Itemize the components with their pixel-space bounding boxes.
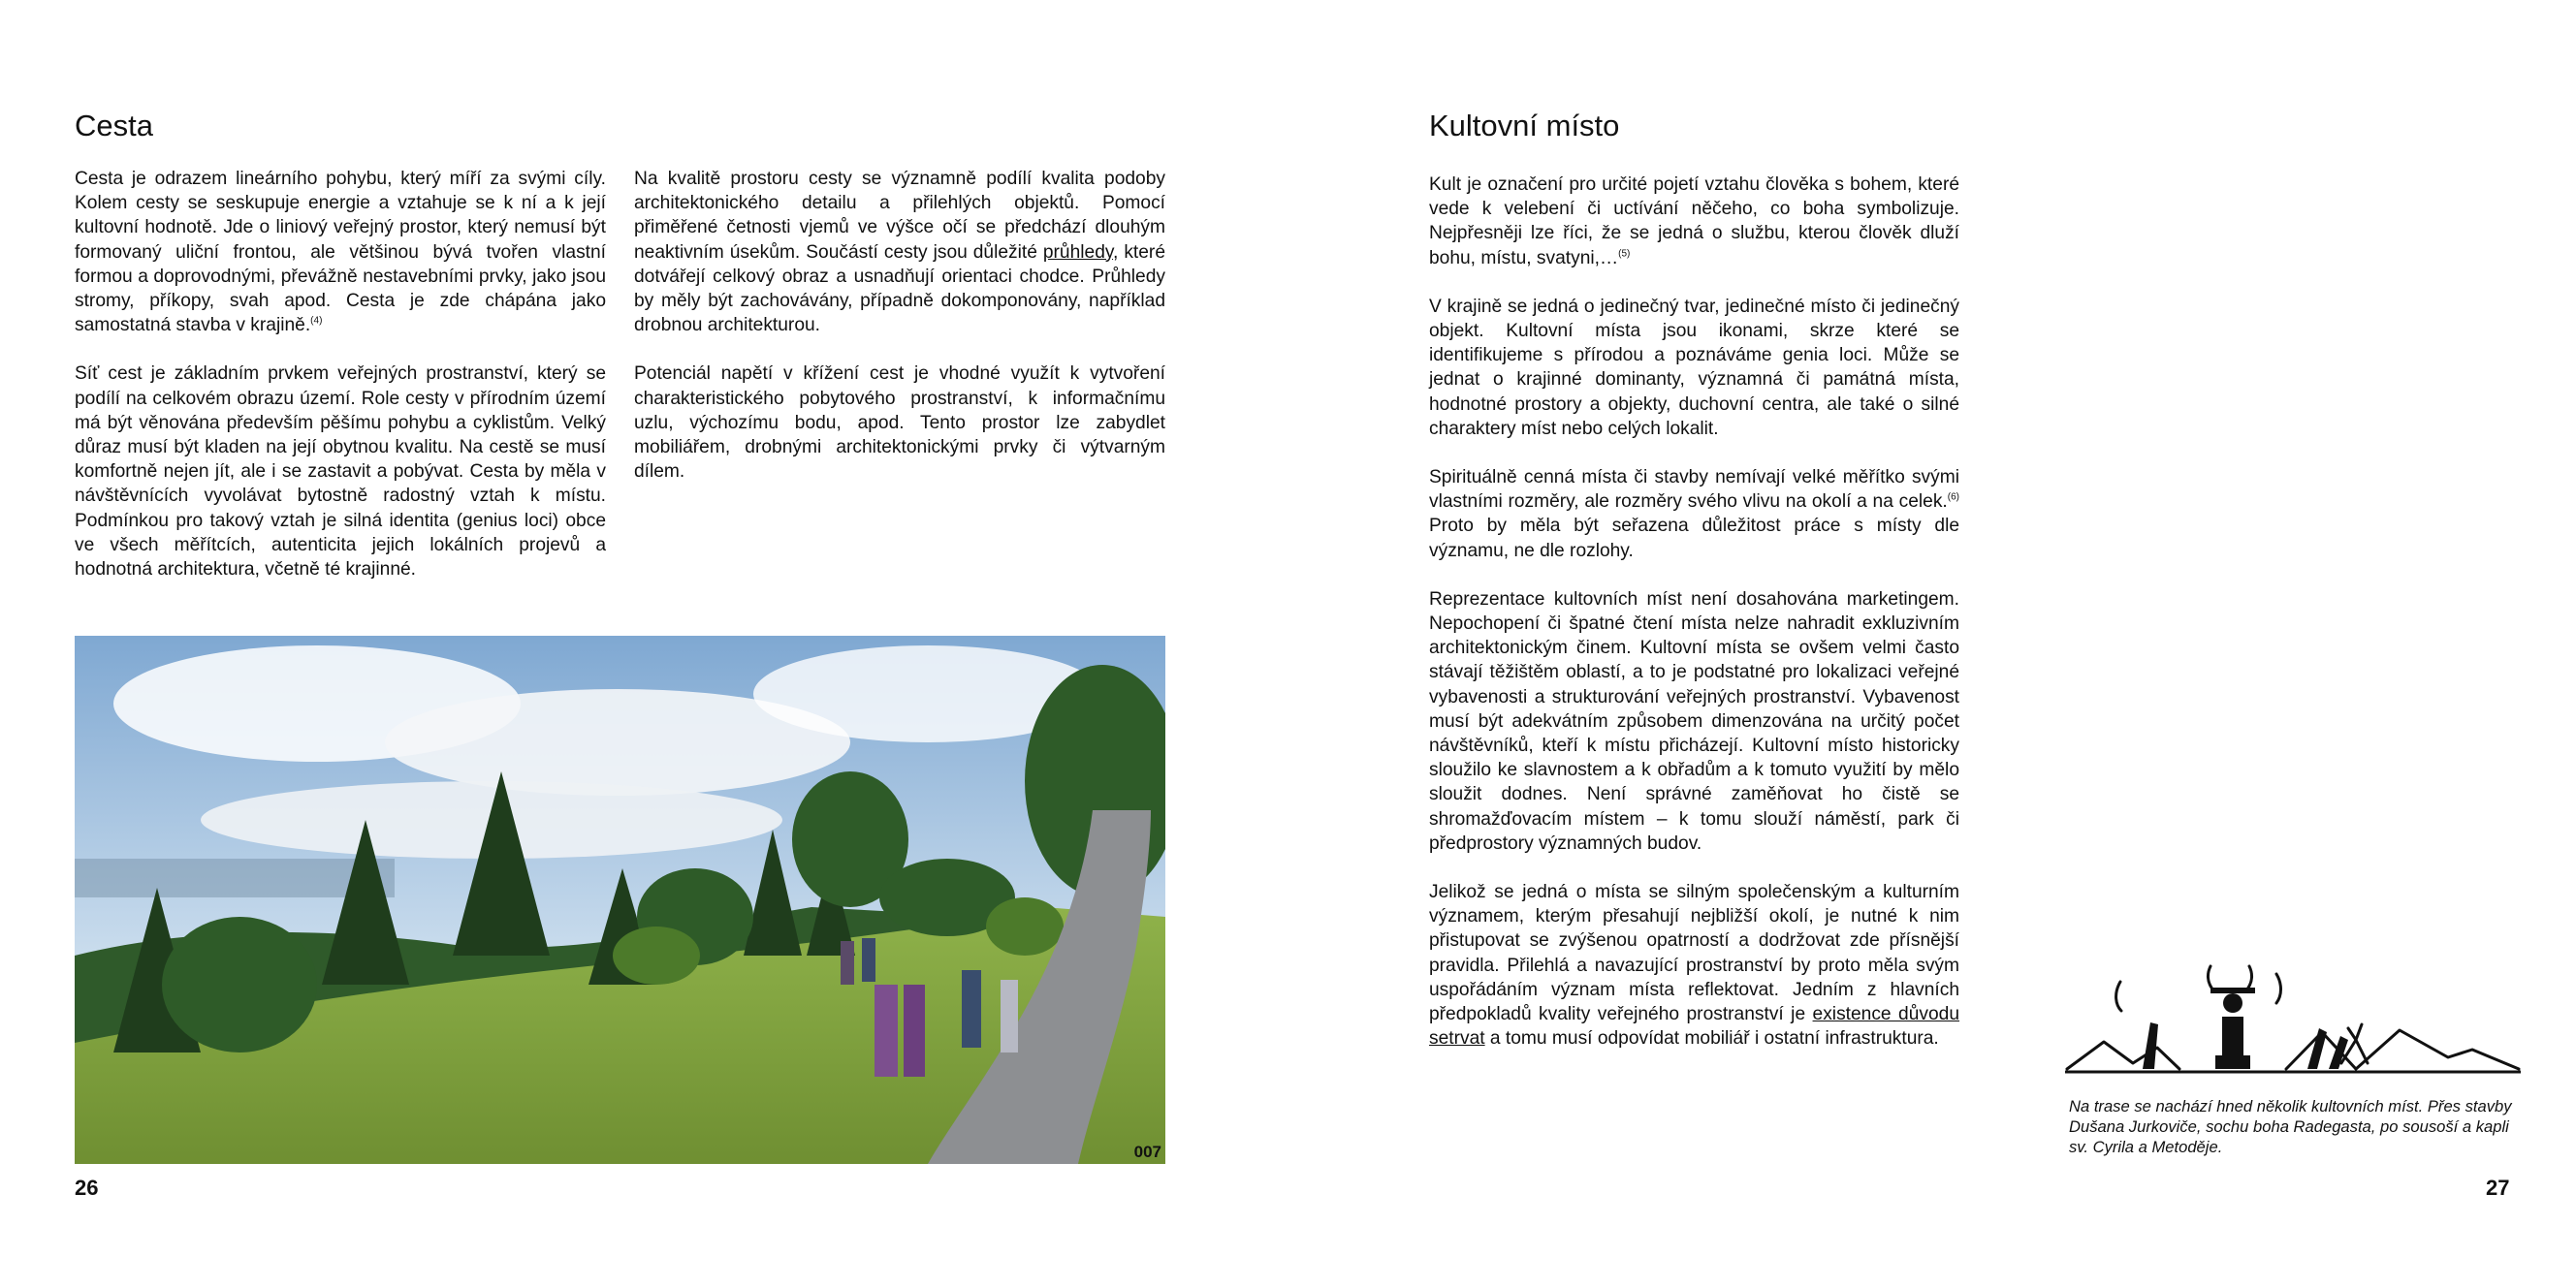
paragraph: Spirituálně cenná místa či stavby nemívají velké měřítko svými vlastními rozměry, ale rozměry svého vlivu na okolí a na celek.$^{(6)}$ Proto by měla být seřazena důležitost práce s místy dle významu, ne dle rozlohy. (1429, 467, 1959, 561)
illustration-caption: Na trase se nachází hned několik kultovních míst. Přes stavby Dušana Jurkoviče, sochu boha Radegasta, po sousoší a kapli sv. Cyrila a Metoděje. (2069, 1097, 2512, 1156)
page-title-kultovni-misto: Kultovní místo (1429, 109, 1620, 142)
page-number: 26 (75, 1176, 99, 1200)
footnote-ref: (6) (1947, 491, 1959, 503)
footnote-ref: (4) (310, 315, 323, 327)
paragraph: Síť cest je základním prvkem veřejných prostranství, který se podílí na celkovém obrazu území. Role cesty v přírodním území má být věnována především pěšímu pohybu a cyklistům. Velký důraz musí být kladen na její obytnou kvalitu. Na cestě se musí komfortně nejen jít, ale i se zastavit a pobývat. Cesta by měla v návštěvnících vyvolávat bytostně radostný vztah k místu. Podmínkou pro takový vztah je silná identita (genius loci) obce ve všech měřítcích, autenticita jejich lokálních projevů a hodnotná architektura, včetně té krajinné. (75, 363, 606, 581)
underlined-term: průhledy (1042, 241, 1114, 263)
paragraph: Potenciál napětí v křížení cest je vhodné využít k vytvoření charakteristického pobytového prostranství, k informačnímu uzlu, výchozímu bodu, apod. Tento prostor lze zabydlet mobiliářem, drobnými architektonickými prvky či výtvarným dílem. (634, 363, 1165, 483)
page-number: 27 (2486, 1176, 2510, 1200)
left-column-1 (75, 167, 606, 581)
photo-number: 007 (1133, 1143, 1161, 1161)
paragraph: Kult je označení pro určité pojetí vztahu člověka s bohem, které vede k velebení či uctívání něčeho, co boha symbolizuje. Nejpřesněji lze říci, že se jedná o službu, kterou člověk dluží bohu, místu, svatyni,…$^{(5)}$ (1429, 174, 1959, 268)
landscape-photo-image (75, 636, 1165, 1164)
right-column (1429, 173, 1959, 1052)
paragraph: Jelikož se jedná o místa se silným společenským a kulturním významem, kterým přesahují nejbližší okolí, je nutné k nim přistupovat se zvýšenou opatrností a dodržovat zde přísnější pravidla. Přilehlá a navazující prostranství by proto měla svým uspořádáním význam místa reflektovat. Jedním z hlavních předpokladů kvality veřejného prostranství je existence důvodu setrvat a tomu musí odpovídat mobiliář i ostatní infrastruktura. (1429, 882, 1959, 1050)
paragraph: V krajině se jedná o jedinečný tvar, jedinečné místo či jedinečný objekt. Kultovní místa jsou ikonami, skrze které se identifikujeme s přírodou a poznáváme genia loci. Může se jednat o krajinné dominanty, významná či památná místa, hodnotné prostory a objekty, duchovní centra, ale také o silné charaktery míst nebo celých lokalit. (1429, 296, 1959, 439)
page-title-cesta: Cesta (75, 109, 153, 142)
left-column-2 (634, 167, 1165, 484)
underlined-term: existence důvodu setrvat (1429, 1004, 1959, 1050)
footnote-ref: (5) (1618, 248, 1631, 260)
paragraph: Na kvalitě prostoru cesty se významně podílí kvalita podoby architektonického detailu a přilehlých objektů. Pomocí přiměřené četnosti vjemů ve výšce očí se předchází dlouhým neaktivním úsekům. Součástí cesty jsou důležité průhledy, které dotvářejí celkový obraz a usnadňují orientaci chodce. Průhledy by měly být zachovávány, případně dokomponovány, například drobnou architekturou. (634, 169, 1165, 336)
mountains-statue-illustration (2065, 955, 2521, 1081)
right-page (1288, 0, 2576, 1288)
paragraph: Reprezentace kultovních míst není dosahována marketingem. Nepochopení či špatné čtení místa nelze nahradit exkluzivním architektonickým činem. Kultovní místa se ovšem velmi často stávají těžištěm oblastí, a to je podstatné pro lokalizaci veřejné vybavenosti a strukturování veřejných prostranství. Vybavenost musí být adekvátním způsobem dimenzována na určitý počet návštěvníků, kteří k místu přicházejí. Kultovní místo historicky sloužilo ke slavnostem a k obřadům a k tomuto využití by mělo sloužit dodnes. Není správné zaměňovat ho čistě se shromažďovacím místem – k tomu slouží náměstí, park či předprostory významných budov. (1429, 588, 1959, 854)
landscape-photo (75, 636, 1165, 1164)
paragraph: Cesta je odrazem lineárního pohybu, který míří za svými cíly. Kolem cesty se seskupuje energie a vztahuje se k ní a k její kultovní hodnotě. Jde o liniový veřejný prostor, který nemusí být formovaný uliční frontou, ale většinou bývá tvořen vlastní formou a doprovodnými, převážně nestavebními prvky, jako jsou stromy, příkopy, svah apod. Cesta je zde chápána jako samostatná stavba v krajině.$^{(4)}$ (75, 169, 606, 336)
